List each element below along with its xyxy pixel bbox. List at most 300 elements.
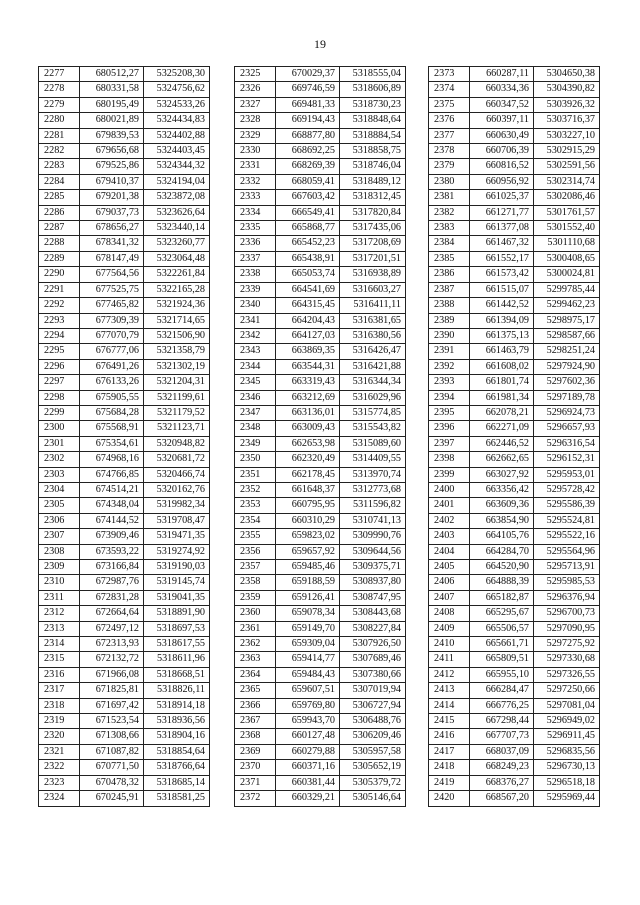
x-coordinate-cell: 675568,91 xyxy=(80,421,144,436)
y-coordinate-cell: 5318914,18 xyxy=(144,698,210,713)
point-number-cell: 2386 xyxy=(429,267,470,282)
x-coordinate-cell: 679201,38 xyxy=(80,190,144,205)
point-number-cell: 2416 xyxy=(429,729,470,744)
y-coordinate-cell: 5320948,82 xyxy=(144,436,210,451)
point-number-cell: 2295 xyxy=(39,344,80,359)
y-coordinate-cell: 5298975,17 xyxy=(534,313,600,328)
point-number-cell: 2314 xyxy=(39,637,80,652)
point-number-cell: 2415 xyxy=(429,714,470,729)
point-number-cell: 2338 xyxy=(235,267,276,282)
x-coordinate-cell: 665868,77 xyxy=(276,221,340,236)
x-coordinate-cell: 664520,90 xyxy=(470,560,534,575)
table-row xyxy=(429,482,600,497)
table-row xyxy=(39,667,210,682)
y-coordinate-cell: 5315543,82 xyxy=(340,421,406,436)
x-coordinate-cell: 659414,77 xyxy=(276,652,340,667)
table-row xyxy=(429,529,600,544)
x-coordinate-cell: 665452,23 xyxy=(276,236,340,251)
table-row xyxy=(39,698,210,713)
table-row xyxy=(429,698,600,713)
x-coordinate-cell: 672313,93 xyxy=(80,637,144,652)
x-coordinate-cell: 661025,37 xyxy=(470,190,534,205)
point-number-cell: 2286 xyxy=(39,205,80,220)
table-row xyxy=(429,159,600,174)
table-row xyxy=(429,667,600,682)
table-row xyxy=(429,313,600,328)
table-row xyxy=(39,452,210,467)
y-coordinate-cell: 5296730,13 xyxy=(534,760,600,775)
table-row xyxy=(235,190,406,205)
table-row xyxy=(39,729,210,744)
table-row xyxy=(235,421,406,436)
point-number-cell: 2401 xyxy=(429,498,470,513)
point-number-cell: 2396 xyxy=(429,421,470,436)
y-coordinate-cell: 5309644,56 xyxy=(340,544,406,559)
y-coordinate-cell: 5296949,02 xyxy=(534,714,600,729)
table-row xyxy=(429,544,600,559)
point-number-cell: 2404 xyxy=(429,544,470,559)
y-coordinate-cell: 5318848,64 xyxy=(340,113,406,128)
y-coordinate-cell: 5303227,10 xyxy=(534,128,600,143)
y-coordinate-cell: 5315089,60 xyxy=(340,436,406,451)
point-number-cell: 2378 xyxy=(429,144,470,159)
y-coordinate-cell: 5318555,04 xyxy=(340,67,406,82)
table-row xyxy=(429,637,600,652)
y-coordinate-cell: 5295586,39 xyxy=(534,498,600,513)
y-coordinate-cell: 5297924,90 xyxy=(534,359,600,374)
table-row xyxy=(39,67,210,82)
point-number-cell: 2339 xyxy=(235,282,276,297)
x-coordinate-cell: 660347,52 xyxy=(470,97,534,112)
y-coordinate-cell: 5297602,36 xyxy=(534,375,600,390)
y-coordinate-cell: 5308227,84 xyxy=(340,621,406,636)
table-row xyxy=(429,298,600,313)
table-row xyxy=(429,375,600,390)
x-coordinate-cell: 663319,43 xyxy=(276,375,340,390)
x-coordinate-cell: 676133,26 xyxy=(80,375,144,390)
table-row xyxy=(235,544,406,559)
table-row xyxy=(39,621,210,636)
x-coordinate-cell: 665809,51 xyxy=(470,652,534,667)
y-coordinate-cell: 5297189,78 xyxy=(534,390,600,405)
point-number-cell: 2329 xyxy=(235,128,276,143)
x-coordinate-cell: 664284,70 xyxy=(470,544,534,559)
point-number-cell: 2287 xyxy=(39,221,80,236)
y-coordinate-cell: 5316411,11 xyxy=(340,298,406,313)
y-coordinate-cell: 5296911,45 xyxy=(534,729,600,744)
point-number-cell: 2302 xyxy=(39,452,80,467)
table-row xyxy=(235,667,406,682)
x-coordinate-cell: 668269,39 xyxy=(276,159,340,174)
table-row xyxy=(235,390,406,405)
y-coordinate-cell: 5323440,14 xyxy=(144,221,210,236)
y-coordinate-cell: 5321204,31 xyxy=(144,375,210,390)
point-number-cell: 2395 xyxy=(429,405,470,420)
point-number-cell: 2397 xyxy=(429,436,470,451)
x-coordinate-cell: 668249,23 xyxy=(470,760,534,775)
x-coordinate-cell: 660795,95 xyxy=(276,498,340,513)
y-coordinate-cell: 5305957,58 xyxy=(340,744,406,759)
y-coordinate-cell: 5296700,73 xyxy=(534,606,600,621)
x-coordinate-cell: 659078,34 xyxy=(276,606,340,621)
point-number-cell: 2380 xyxy=(429,174,470,189)
point-number-cell: 2358 xyxy=(235,575,276,590)
table-row xyxy=(235,513,406,528)
table-row xyxy=(429,97,600,112)
point-number-cell: 2365 xyxy=(235,683,276,698)
table-row xyxy=(39,421,210,436)
table-row xyxy=(39,714,210,729)
x-coordinate-cell: 661442,52 xyxy=(470,298,534,313)
x-coordinate-cell: 680021,89 xyxy=(80,113,144,128)
point-number-cell: 2344 xyxy=(235,359,276,374)
point-number-cell: 2320 xyxy=(39,729,80,744)
table-row xyxy=(429,775,600,790)
table-row xyxy=(429,236,600,251)
y-coordinate-cell: 5319145,74 xyxy=(144,575,210,590)
x-coordinate-cell: 671825,81 xyxy=(80,683,144,698)
y-coordinate-cell: 5306209,46 xyxy=(340,729,406,744)
x-coordinate-cell: 677525,75 xyxy=(80,282,144,297)
x-coordinate-cell: 662178,45 xyxy=(276,467,340,482)
point-number-cell: 2327 xyxy=(235,97,276,112)
point-number-cell: 2357 xyxy=(235,560,276,575)
x-coordinate-cell: 670771,50 xyxy=(80,760,144,775)
table-row xyxy=(39,344,210,359)
table-row xyxy=(235,482,406,497)
point-number-cell: 2345 xyxy=(235,375,276,390)
x-coordinate-cell: 661377,08 xyxy=(470,221,534,236)
x-coordinate-cell: 660310,29 xyxy=(276,513,340,528)
y-coordinate-cell: 5325208,30 xyxy=(144,67,210,82)
x-coordinate-cell: 677465,82 xyxy=(80,298,144,313)
x-coordinate-cell: 679656,68 xyxy=(80,144,144,159)
table-row xyxy=(235,714,406,729)
table-row xyxy=(39,760,210,775)
y-coordinate-cell: 5301110,68 xyxy=(534,236,600,251)
x-coordinate-cell: 671523,54 xyxy=(80,714,144,729)
x-coordinate-cell: 674348,04 xyxy=(80,498,144,513)
point-number-cell: 2413 xyxy=(429,683,470,698)
point-number-cell: 2343 xyxy=(235,344,276,359)
y-coordinate-cell: 5306488,76 xyxy=(340,714,406,729)
table-row xyxy=(235,236,406,251)
y-coordinate-cell: 5295713,91 xyxy=(534,560,600,575)
x-coordinate-cell: 659943,70 xyxy=(276,714,340,729)
x-coordinate-cell: 660706,39 xyxy=(470,144,534,159)
y-coordinate-cell: 5296924,73 xyxy=(534,405,600,420)
point-number-cell: 2398 xyxy=(429,452,470,467)
table-row xyxy=(235,205,406,220)
x-coordinate-cell: 669481,33 xyxy=(276,97,340,112)
y-coordinate-cell: 5321302,19 xyxy=(144,359,210,374)
point-number-cell: 2377 xyxy=(429,128,470,143)
x-coordinate-cell: 661801,74 xyxy=(470,375,534,390)
point-number-cell: 2381 xyxy=(429,190,470,205)
table-row xyxy=(429,128,600,143)
table-row xyxy=(39,560,210,575)
x-coordinate-cell: 672987,76 xyxy=(80,575,144,590)
x-coordinate-cell: 673166,84 xyxy=(80,560,144,575)
y-coordinate-cell: 5318730,23 xyxy=(340,97,406,112)
x-coordinate-cell: 668877,80 xyxy=(276,128,340,143)
y-coordinate-cell: 5317208,69 xyxy=(340,236,406,251)
point-number-cell: 2355 xyxy=(235,529,276,544)
point-number-cell: 2414 xyxy=(429,698,470,713)
x-coordinate-cell: 667707,73 xyxy=(470,729,534,744)
y-coordinate-cell: 5303926,32 xyxy=(534,97,600,112)
x-coordinate-cell: 662320,49 xyxy=(276,452,340,467)
y-coordinate-cell: 5321924,36 xyxy=(144,298,210,313)
x-coordinate-cell: 675684,28 xyxy=(80,405,144,420)
y-coordinate-cell: 5297326,55 xyxy=(534,667,600,682)
table-row xyxy=(235,498,406,513)
table-row xyxy=(429,405,600,420)
point-number-cell: 2390 xyxy=(429,328,470,343)
table-row xyxy=(429,714,600,729)
y-coordinate-cell: 5318826,11 xyxy=(144,683,210,698)
table-row xyxy=(429,328,600,343)
y-coordinate-cell: 5295522,16 xyxy=(534,529,600,544)
x-coordinate-cell: 671308,66 xyxy=(80,729,144,744)
y-coordinate-cell: 5297275,92 xyxy=(534,637,600,652)
y-coordinate-cell: 5324402,88 xyxy=(144,128,210,143)
x-coordinate-cell: 663136,01 xyxy=(276,405,340,420)
point-number-cell: 2316 xyxy=(39,667,80,682)
point-number-cell: 2300 xyxy=(39,421,80,436)
y-coordinate-cell: 5318746,04 xyxy=(340,159,406,174)
table-row xyxy=(235,159,406,174)
table-row xyxy=(429,82,600,97)
x-coordinate-cell: 668376,27 xyxy=(470,775,534,790)
point-number-cell: 2326 xyxy=(235,82,276,97)
table-row xyxy=(429,729,600,744)
x-coordinate-cell: 671966,08 xyxy=(80,667,144,682)
y-coordinate-cell: 5324533,26 xyxy=(144,97,210,112)
y-coordinate-cell: 5297330,68 xyxy=(534,652,600,667)
x-coordinate-cell: 679839,53 xyxy=(80,128,144,143)
table-row xyxy=(39,113,210,128)
table-row xyxy=(235,637,406,652)
x-coordinate-cell: 660371,16 xyxy=(276,760,340,775)
y-coordinate-cell: 5296835,56 xyxy=(534,744,600,759)
y-coordinate-cell: 5295985,53 xyxy=(534,575,600,590)
table-row xyxy=(429,144,600,159)
point-number-cell: 2292 xyxy=(39,298,80,313)
page-number: 19 xyxy=(314,37,326,51)
y-coordinate-cell: 5318766,64 xyxy=(144,760,210,775)
y-coordinate-cell: 5313970,74 xyxy=(340,467,406,482)
x-coordinate-cell: 672497,12 xyxy=(80,621,144,636)
x-coordinate-cell: 677070,79 xyxy=(80,328,144,343)
x-coordinate-cell: 679037,73 xyxy=(80,205,144,220)
table-row xyxy=(429,421,600,436)
y-coordinate-cell: 5321506,90 xyxy=(144,328,210,343)
point-number-cell: 2392 xyxy=(429,359,470,374)
table-row xyxy=(39,97,210,112)
point-number-cell: 2391 xyxy=(429,344,470,359)
table-row xyxy=(39,436,210,451)
y-coordinate-cell: 5320162,76 xyxy=(144,482,210,497)
coordinate-table-2 xyxy=(234,66,406,807)
point-number-cell: 2368 xyxy=(235,729,276,744)
table-row xyxy=(39,267,210,282)
y-coordinate-cell: 5318685,14 xyxy=(144,775,210,790)
y-coordinate-cell: 5302591,56 xyxy=(534,159,600,174)
table-row xyxy=(39,791,210,806)
x-coordinate-cell: 665955,10 xyxy=(470,667,534,682)
x-coordinate-cell: 680512,27 xyxy=(80,67,144,82)
y-coordinate-cell: 5302086,46 xyxy=(534,190,600,205)
x-coordinate-cell: 660127,48 xyxy=(276,729,340,744)
point-number-cell: 2403 xyxy=(429,529,470,544)
y-coordinate-cell: 5310741,13 xyxy=(340,513,406,528)
point-number-cell: 2340 xyxy=(235,298,276,313)
y-coordinate-cell: 5298587,66 xyxy=(534,328,600,343)
table-row xyxy=(235,359,406,374)
table-row xyxy=(235,652,406,667)
y-coordinate-cell: 5318891,90 xyxy=(144,606,210,621)
table-row xyxy=(39,128,210,143)
table-row xyxy=(39,498,210,513)
y-coordinate-cell: 5296376,94 xyxy=(534,590,600,605)
x-coordinate-cell: 659188,59 xyxy=(276,575,340,590)
y-coordinate-cell: 5297090,95 xyxy=(534,621,600,636)
x-coordinate-cell: 661648,37 xyxy=(276,482,340,497)
x-coordinate-cell: 660630,49 xyxy=(470,128,534,143)
x-coordinate-cell: 660334,36 xyxy=(470,82,534,97)
table-row xyxy=(235,375,406,390)
point-number-cell: 2369 xyxy=(235,744,276,759)
y-coordinate-cell: 5296316,54 xyxy=(534,436,600,451)
point-number-cell: 2321 xyxy=(39,744,80,759)
table-row xyxy=(235,282,406,297)
x-coordinate-cell: 664127,03 xyxy=(276,328,340,343)
y-coordinate-cell: 5308747,95 xyxy=(340,590,406,605)
table-row xyxy=(235,298,406,313)
y-coordinate-cell: 5306727,94 xyxy=(340,698,406,713)
point-number-cell: 2318 xyxy=(39,698,80,713)
x-coordinate-cell: 679410,37 xyxy=(80,174,144,189)
x-coordinate-cell: 659126,41 xyxy=(276,590,340,605)
table-row xyxy=(235,328,406,343)
x-coordinate-cell: 680195,49 xyxy=(80,97,144,112)
table-row xyxy=(235,251,406,266)
x-coordinate-cell: 661981,34 xyxy=(470,390,534,405)
x-coordinate-cell: 663356,42 xyxy=(470,482,534,497)
y-coordinate-cell: 5318854,64 xyxy=(144,744,210,759)
y-coordinate-cell: 5295953,01 xyxy=(534,467,600,482)
point-number-cell: 2278 xyxy=(39,82,80,97)
point-number-cell: 2313 xyxy=(39,621,80,636)
point-number-cell: 2350 xyxy=(235,452,276,467)
point-number-cell: 2285 xyxy=(39,190,80,205)
point-number-cell: 2402 xyxy=(429,513,470,528)
y-coordinate-cell: 5324194,04 xyxy=(144,174,210,189)
table-row xyxy=(235,128,406,143)
table-row xyxy=(429,513,600,528)
table-row xyxy=(235,467,406,482)
table-row xyxy=(235,82,406,97)
x-coordinate-cell: 670478,32 xyxy=(80,775,144,790)
point-number-cell: 2412 xyxy=(429,667,470,682)
table-row xyxy=(429,652,600,667)
point-number-cell: 2297 xyxy=(39,375,80,390)
y-coordinate-cell: 5307926,50 xyxy=(340,637,406,652)
table-row xyxy=(235,174,406,189)
table-row xyxy=(235,436,406,451)
x-coordinate-cell: 665438,91 xyxy=(276,251,340,266)
y-coordinate-cell: 5323064,48 xyxy=(144,251,210,266)
x-coordinate-cell: 678341,32 xyxy=(80,236,144,251)
x-coordinate-cell: 676491,26 xyxy=(80,359,144,374)
y-coordinate-cell: 5318697,53 xyxy=(144,621,210,636)
x-coordinate-cell: 674514,21 xyxy=(80,482,144,497)
table-row xyxy=(429,221,600,236)
x-coordinate-cell: 668692,25 xyxy=(276,144,340,159)
table-row xyxy=(235,144,406,159)
table-row xyxy=(429,359,600,374)
y-coordinate-cell: 5322165,28 xyxy=(144,282,210,297)
point-number-cell: 2360 xyxy=(235,606,276,621)
table-row xyxy=(429,560,600,575)
point-number-cell: 2420 xyxy=(429,791,470,806)
y-coordinate-cell: 5319190,03 xyxy=(144,560,210,575)
table-row xyxy=(235,760,406,775)
point-number-cell: 2376 xyxy=(429,113,470,128)
x-coordinate-cell: 663544,31 xyxy=(276,359,340,374)
table-row xyxy=(429,791,600,806)
y-coordinate-cell: 5295728,42 xyxy=(534,482,600,497)
y-coordinate-cell: 5323626,64 xyxy=(144,205,210,220)
point-number-cell: 2305 xyxy=(39,498,80,513)
y-coordinate-cell: 5299462,23 xyxy=(534,298,600,313)
point-number-cell: 2322 xyxy=(39,760,80,775)
table-row xyxy=(39,205,210,220)
x-coordinate-cell: 671697,42 xyxy=(80,698,144,713)
x-coordinate-cell: 664204,43 xyxy=(276,313,340,328)
table-row xyxy=(39,467,210,482)
point-number-cell: 2379 xyxy=(429,159,470,174)
x-coordinate-cell: 670029,37 xyxy=(276,67,340,82)
point-number-cell: 2406 xyxy=(429,575,470,590)
point-number-cell: 2362 xyxy=(235,637,276,652)
x-coordinate-cell: 680331,58 xyxy=(80,82,144,97)
y-coordinate-cell: 5317435,06 xyxy=(340,221,406,236)
x-coordinate-cell: 671087,82 xyxy=(80,744,144,759)
y-coordinate-cell: 5296152,31 xyxy=(534,452,600,467)
x-coordinate-cell: 675354,61 xyxy=(80,436,144,451)
point-number-cell: 2341 xyxy=(235,313,276,328)
table-row xyxy=(39,575,210,590)
table-row xyxy=(429,174,600,189)
table-row xyxy=(39,744,210,759)
point-number-cell: 2331 xyxy=(235,159,276,174)
point-number-cell: 2282 xyxy=(39,144,80,159)
point-number-cell: 2419 xyxy=(429,775,470,790)
y-coordinate-cell: 5312773,68 xyxy=(340,482,406,497)
point-number-cell: 2359 xyxy=(235,590,276,605)
point-number-cell: 2310 xyxy=(39,575,80,590)
table-row xyxy=(39,375,210,390)
table-row xyxy=(39,606,210,621)
x-coordinate-cell: 677564,56 xyxy=(80,267,144,282)
table-row xyxy=(235,683,406,698)
x-coordinate-cell: 672132,72 xyxy=(80,652,144,667)
table-row xyxy=(39,390,210,405)
x-coordinate-cell: 670245,91 xyxy=(80,791,144,806)
y-coordinate-cell: 5316426,47 xyxy=(340,344,406,359)
